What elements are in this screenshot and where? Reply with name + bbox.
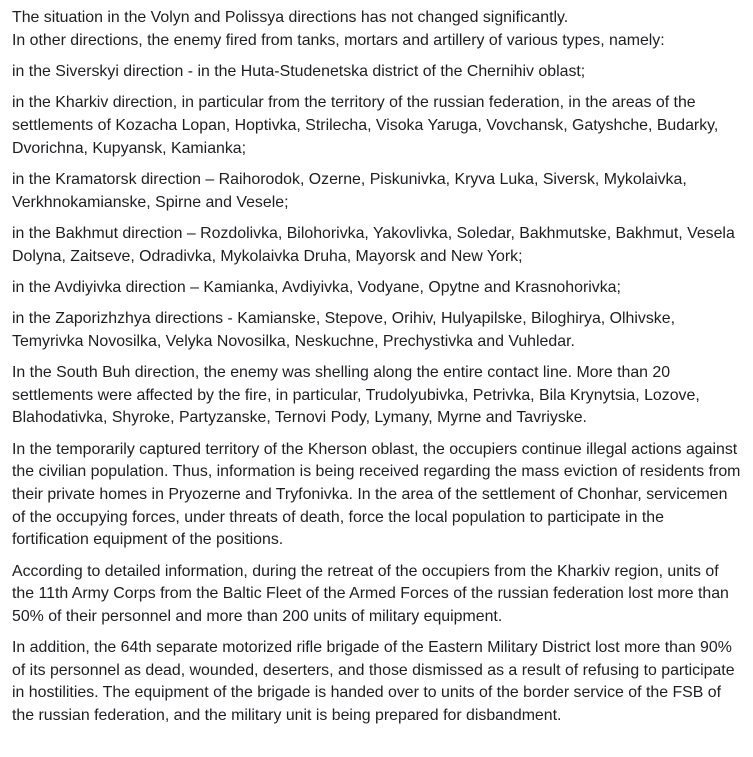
- paragraph-volyn-polissya: The situation in the Volyn and Polissya directions has not changed significantly.: [12, 9, 569, 26]
- paragraph-kherson: In the temporarily captured territory of the Kherson oblast, the occupiers continue illegal actions against the civilian population. Thus, information is being received regarding the mass eviction of residents from their private homes in Pryozerne and Tryfonivka. In the area of the settlement of Chonhar, servicemen of the occupying forces, under threats of death, force the local population to participate in the fortification equipment of the positions.: [12, 440, 741, 549]
- paragraph-kharkiv: in the Kharkiv direction, in particular from the territory of the russian federation, in the areas of the settlements of Kozacha Lopan, Hoptivka, Strilecha, Visoka Yaruga, Vovchansk, Gatyshche, Budarky, Dvorichna, Kupyansk, Kamianka;: [12, 94, 719, 157]
- paragraph-siverskyi: in the Siverskyi direction - in the Huta-Studenetska district of the Chernihiv oblast;: [12, 62, 586, 80]
- paragraph-64th-brigade: In addition, the 64th separate motorized rifle brigade of the Eastern Military District lost more than 90% of its personnel as dead, wounded, deserters, and those dismissed as a result of refusing to participate in hostilities. The equipment of the brigade is handed over to units of the border service of the FSB of the russian federation, and the military unit is being prepared for disbandment.: [12, 639, 735, 724]
- paragraph-avdiyivka: in the Avdiyivka direction – Kamianka, Avdiyivka, Vodyane, Opytne and Krasnohorivka;: [12, 278, 621, 296]
- paragraph-bakhmut: in the Bakhmut direction – Rozdolivka, Bilohorivka, Yakovlivka, Soledar, Bakhmutske, Bakhmut, Vesela Dolyna, Zaitseve, Odradivka, Mykolaivka Druha, Mayorsk and New York;: [12, 224, 735, 265]
- paragraph-kharkiv-retreat: According to detailed information, during the retreat of the occupiers from the Kharkiv region, units of the 11th Army Corps from the Baltic Fleet of the Armed Forces of the russian federation lost more than 50% of their personnel and more than 200 units of military equipment.: [12, 562, 729, 625]
- paragraph-zaporizhzhya: in the Zaporizhzhya directions - Kamianske, Stepove, Orihiv, Hulyapilske, Biloghirya, Olhivske, Temyrivka Novosilka, Velyka Novosilka, Neskuchne, Prechystivka and Vuhledar.: [12, 310, 675, 350]
- paragraph-kramatorsk: in the Kramatorsk direction – Raihorodok, Ozerne, Piskunivka, Kryva Luka, Siversk, Mykolaivka, Verkhnokamianske, Spirne and Vesele;: [12, 170, 687, 211]
- paragraph-other-directions-intro: In other directions, the enemy fired from tanks, mortars and artillery of various types, namely:: [12, 31, 665, 49]
- paragraph-south-buh: In the South Buh direction, the enemy was shelling along the entire contact line. More than 20 settlements were affected by the fire, in particular, Trudolyubivka, Petrivka, Bila Krynytsia, Lozove, Blahodativka, Shyroke, Partyzanske, Ternovi Pody, Lymany, Myrne and Tavriyske.: [12, 364, 700, 427]
